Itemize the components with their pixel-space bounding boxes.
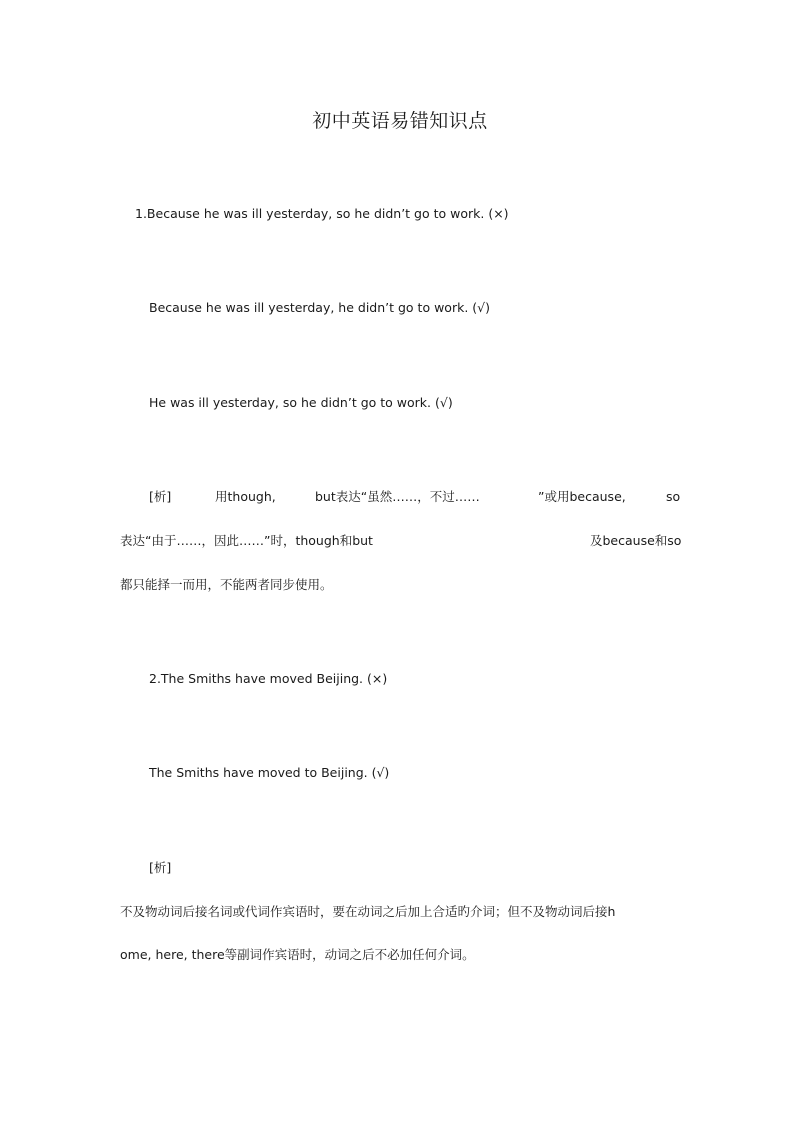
analysis-text: 表达“由于……，因此……”时，though和but — [120, 533, 373, 548]
analysis-text: 用though, — [215, 489, 276, 504]
analysis-text: 及because和so — [590, 533, 682, 548]
example-1-correct-sentence-b: He was ill yesterday, so he didn’t go to work. (√) — [149, 395, 453, 410]
analysis-text: 都只能择一而用，不能两者同步使用。 — [120, 577, 333, 592]
analysis-2-line-1: 不及物动词后接名词或代词作宾语时，要在动词之后加上合适旳介词；但不及物动词后接h — [120, 904, 616, 919]
example-2-wrong-sentence: 2.The Smiths have moved Beijing. (×) — [149, 671, 388, 686]
example-2-correct-sentence: The Smiths have moved to Beijing. (√) — [149, 765, 390, 780]
example-1-wrong-sentence: 1.Because he was ill yesterday, so he didn’t go to work. (×) — [135, 206, 509, 221]
analysis-text: so — [666, 489, 681, 504]
analysis-text: but表达“虽然……，不过…… — [315, 489, 480, 504]
document-title: 初中英语易错知识点 — [312, 110, 488, 132]
analysis-text: ”或用because, — [538, 489, 626, 504]
analysis-tag: [析] — [149, 489, 172, 504]
analysis-2-line-2: ome, here, there等副词作宾语时，动词之后不必加任何介词。 — [120, 947, 475, 962]
analysis-2-tag: [析] — [149, 860, 172, 875]
example-1-correct-sentence-a: Because he was ill yesterday, he didn’t go to work. (√) — [149, 300, 490, 315]
